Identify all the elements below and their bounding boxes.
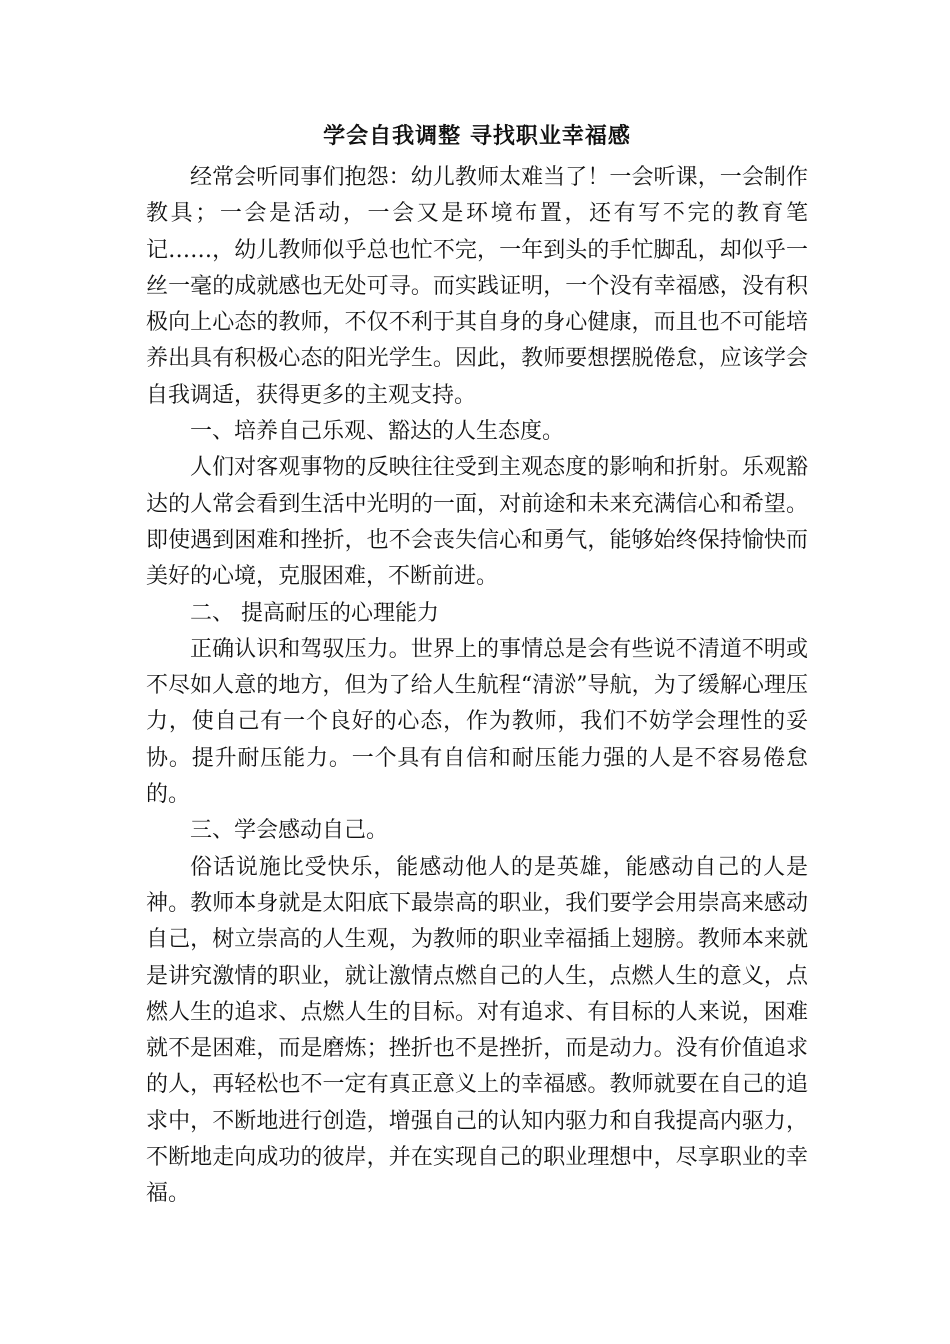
- section-2-heading: 二、 提高耐压的心理能力: [190, 600, 439, 626]
- section-2-body: 正确认识和驾驭压力。世界上的事情总是会有些说不清道不明或不尽如人意的地方，但为了给人生航程“清淤”导航，为了缓解心理压力，使自己有一个良好的心态，作为教师，我们不妨学会理性的妥协。提升耐压能力。一个具有自信和耐压能力强的人是不容易倦怠的。: [146, 636, 808, 808]
- section-1-body: 人们对客观事物的反映往往受到主观态度的影响和折射。乐观豁达的人常会看到生活中光明的一面，对前途和未来充满信心和希望。即使遇到困难和挫折，也不会丧失信心和勇气，能够始终保持愉快而美好的心境，克服困难，不断前进。: [146, 455, 808, 590]
- document-page: [146, 118, 808, 1213]
- section-1-heading: 一、培养自己乐观、豁达的人生态度。: [190, 419, 565, 445]
- section-3-body: 俗话说施比受快乐，能感动他人的是英雄，能感动自己的人是神。教师本身就是太阳底下最崇高的职业，我们要学会用崇高来感动自己，树立崇高的人生观，为教师的职业幸福插上翅膀。教师本来就是讲究激情的职业，就让激情点燃自己的人生，点燃人生的意义，点燃人生的追求、点燃人生的目标。对有追求、有目标的人来说，困难就不是困难，而是磨炼；挫折也不是挫折，而是动力。没有价值追求的人，再轻松也不一定有真正意义上的幸福感。教师就要在自己的追求中，不断地进行创造，增强自己的认知内驱力和自我提高内驱力，不断地走向成功的彼岸，并在实现自己的职业理想中，尽享职业的幸福。: [146, 854, 808, 1207]
- intro-paragraph: 经常会听同事们抱怨：幼儿教师太难当了！一会听课，一会制作教具；一会是活动，一会又是环境布置，还有写不完的教育笔记……，幼儿教师似乎总也忙不完，一年到头的手忙脚乱，却似乎一丝一毫的成就感也无处可寻。而实践证明，一个没有幸福感，没有积极向上心态的教师，不仅不利于其自身的身心健康，而且也不可能培养出具有积极心态的阳光学生。因此，教师要想摆脱倦怠，应该学会自我调适，获得更多的主观支持。: [146, 165, 808, 408]
- section-3-heading: 三、学会感动自己。: [190, 818, 389, 844]
- document-title: 学会自我调整 寻找职业幸福感: [323, 123, 631, 149]
